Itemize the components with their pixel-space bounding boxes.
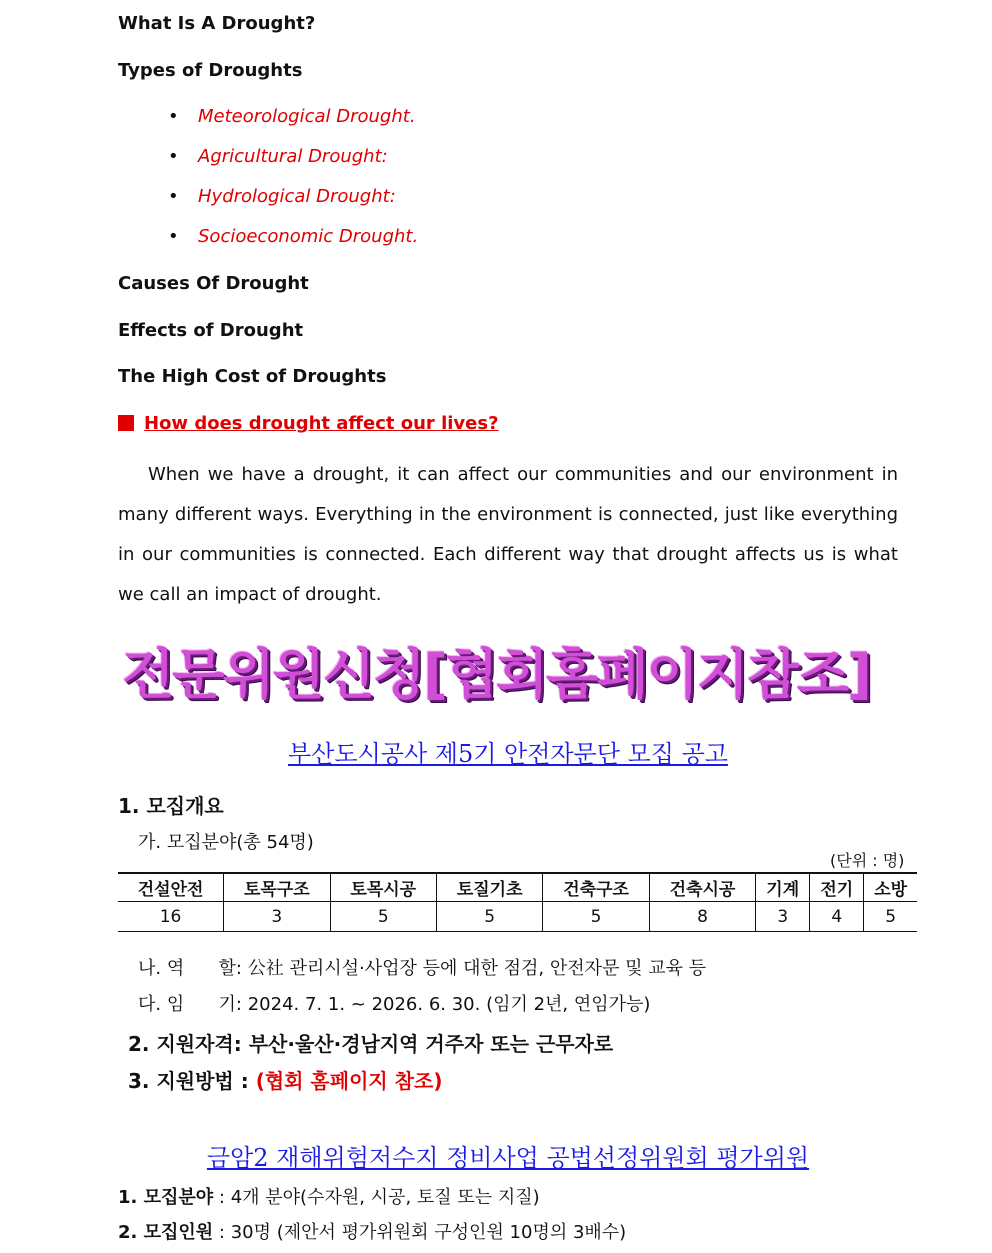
bullet-icon: • bbox=[168, 146, 179, 167]
table-cell: 8 bbox=[649, 902, 755, 932]
list-item: • Meteorological Drought. bbox=[168, 106, 416, 127]
unit-label: (단위 : 명) bbox=[830, 851, 905, 870]
list-item: • Hydrological Drought: bbox=[168, 186, 396, 207]
table-header-row bbox=[118, 873, 917, 902]
table-header: 건설안전 bbox=[118, 873, 224, 902]
notice2-item2: 2. 모집인원 : 30명 (제안서 평가위원회 구성인원 10명의 3배수) bbox=[118, 1222, 627, 1243]
heading-types-of-droughts: Types of Droughts bbox=[118, 60, 303, 81]
table-header: 전기 bbox=[810, 873, 864, 902]
table-cell: 4 bbox=[810, 902, 864, 932]
notice1-term-line: 다. 임 기: 2024. 7. 1. ~ 2026. 6. 30. (임기 2년, 연임가능) bbox=[138, 994, 651, 1015]
table-cell: 3 bbox=[756, 902, 810, 932]
impact-paragraph: When we have a drought, it can affect our communities and our environment in many different ways. Everything in the environment is connected, just like everything in our communities is connected. Each different way that drought affects us is what we call an impact of drought. bbox=[118, 464, 898, 605]
impact-heading: How does drought affect our lives? bbox=[118, 413, 499, 434]
heading-causes: Causes Of Drought bbox=[118, 273, 309, 294]
heading-high-cost: The High Cost of Droughts bbox=[118, 366, 387, 387]
table-cell: 5 bbox=[864, 902, 917, 932]
notice2-item1: 1. 모집분야 : 4개 분야(수자원, 시공, 토질 또는 지질) bbox=[118, 1187, 540, 1208]
red-square-icon bbox=[118, 415, 134, 431]
table-header: 건축구조 bbox=[543, 873, 649, 902]
table-cell: 5 bbox=[543, 902, 649, 932]
table-header: 토목구조 bbox=[224, 873, 330, 902]
heading-what-is-drought: What Is A Drought? bbox=[118, 13, 316, 34]
notice1-section1: 1. 모집개요 bbox=[118, 794, 224, 818]
heading-effects: Effects of Drought bbox=[118, 320, 304, 341]
table-cell: 16 bbox=[118, 902, 224, 932]
notice1-field-line: 가. 모집분야(총 54명) bbox=[138, 832, 314, 853]
banner-expert-application[interactable]: 전문위원신청[협회홈페이지참조] bbox=[122, 643, 870, 706]
list-item: • Agricultural Drought: bbox=[168, 146, 388, 167]
table-header: 건축시공 bbox=[649, 873, 755, 902]
recruit-table bbox=[118, 872, 917, 932]
bullet-icon: • bbox=[168, 186, 179, 207]
table-header: 소방 bbox=[864, 873, 917, 902]
table-cell: 5 bbox=[330, 902, 436, 932]
table-header: 기계 bbox=[756, 873, 810, 902]
bullet-icon: • bbox=[168, 106, 179, 127]
table-row bbox=[118, 902, 917, 932]
notice1-section2: 2. 지원자격: 부산·울산·경남지역 거주자 또는 근무자로 bbox=[128, 1032, 614, 1056]
table-cell: 5 bbox=[436, 902, 542, 932]
notice1-title-link[interactable]: 부산도시공사 제5기 안전자문단 모집 공고 bbox=[288, 740, 728, 768]
table-cell: 3 bbox=[224, 902, 330, 932]
notice1-section3: 3. 지원방법 : (협회 홈페이지 참조) bbox=[128, 1069, 443, 1093]
notice2-title-link[interactable]: 금암2 재해위험저수지 정비사업 공법선정위원회 평가위원 bbox=[206, 1144, 810, 1172]
notice1-section3-value: (협회 홈페이지 참조) bbox=[255, 1069, 443, 1093]
bullet-icon: • bbox=[168, 226, 179, 247]
list-item: • Socioeconomic Drought. bbox=[168, 226, 419, 247]
table-header: 토질기초 bbox=[436, 873, 542, 902]
table-header: 토목시공 bbox=[330, 873, 436, 902]
notice1-role-line: 나. 역 할: 公社 관리시설·사업장 등에 대한 점검, 안전자문 및 교육 등 bbox=[138, 958, 707, 979]
